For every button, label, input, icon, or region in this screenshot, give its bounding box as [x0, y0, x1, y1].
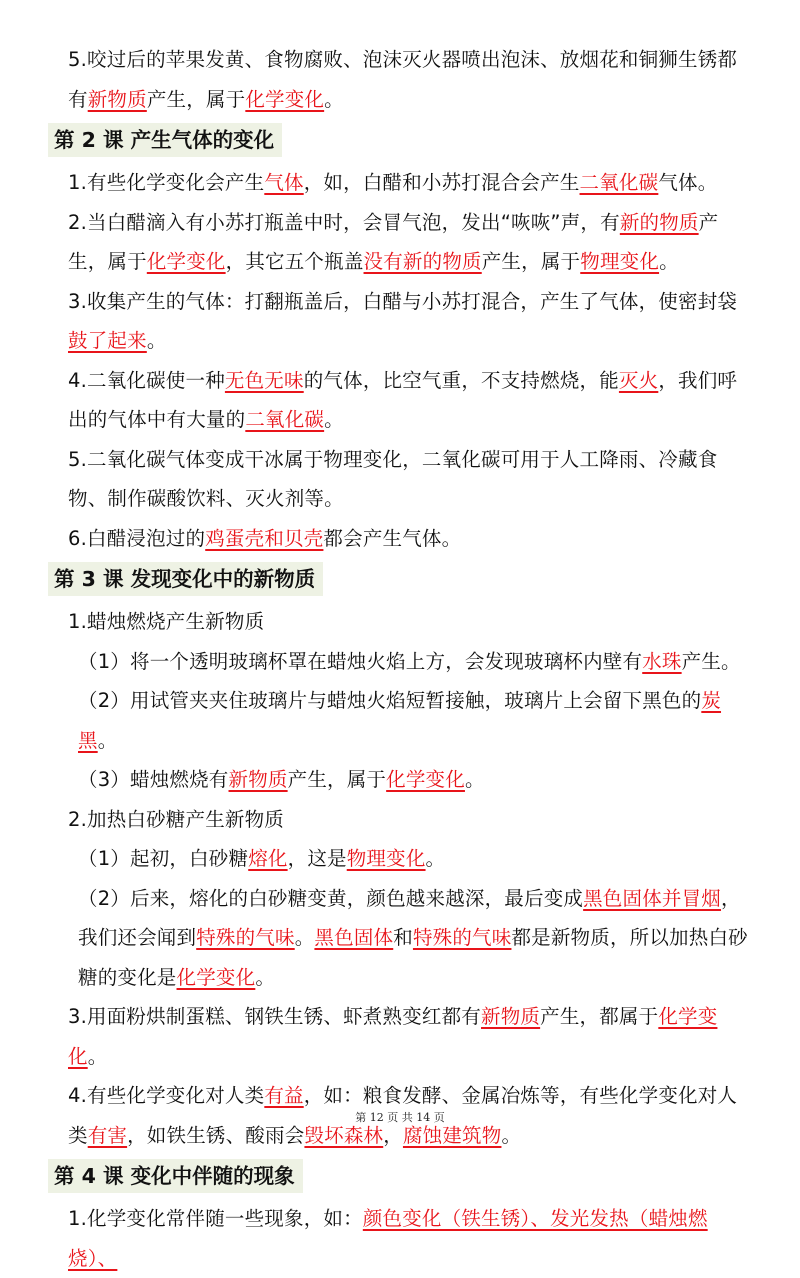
highlight: 没有新的物质	[363, 250, 482, 273]
highlight: 化学变化	[386, 768, 465, 791]
highlight: 新物质	[87, 87, 147, 111]
highlight: 有益	[264, 1084, 304, 1107]
highlight: 化学变化	[68, 1005, 718, 1068]
highlight: 有害	[87, 1123, 128, 1147]
lesson-2-item-2: 2.当白醋滴入有小苏打瓶盖中时，会冒气泡，发出“咴咴”声，有新的物质产生，属于化学变化，其它五个瓶盖没有新的物质产生，属于物理变化。	[68, 210, 719, 273]
highlight: 物理变化	[346, 847, 426, 870]
highlight: 腐蚀建筑物	[402, 1123, 502, 1147]
highlight: 二氧化碳	[245, 408, 325, 431]
highlight: 新的物质	[619, 210, 699, 234]
lesson-2-heading: 第 2 课 产生气体的变化	[48, 123, 282, 157]
lesson-3-item-4: 4.有些化学变化对人类有益，如：粮食发酵、金属冶炼等，有些化学变化对人类有害，如铁生锈、酸雨会毁坏森林，腐蚀建筑物。	[68, 1084, 738, 1147]
lesson-2-item-4: 4.二氧化碳使一种无色无味的气体，比空气重，不支持燃烧，能灭火，我们呼出的气体中有大量的二氧化碳。	[68, 368, 738, 431]
lesson-3-section-2-title: 2.加热白砂糖产生新物质	[68, 807, 285, 831]
highlight: 特殊的气味	[412, 926, 512, 949]
highlight: 物理变化	[580, 250, 660, 273]
lesson-4-heading: 第 4 课 变化中伴随的现象	[48, 1159, 303, 1193]
highlight: 化学变化	[146, 250, 226, 273]
page-number: 第 12 页 共 14 页	[355, 1111, 445, 1124]
highlight: 气体	[264, 171, 304, 194]
lesson-3-item-3: 3.用面粉烘制蛋糕、钢铁生锈、虾煮熟变红都有新物质产生，都属于化学变化。	[68, 1005, 718, 1068]
highlight: 毁坏森林	[304, 1123, 384, 1147]
lesson-3-section-1-item-1: （1）将一个透明玻璃杯罩在蜡烛火焰上方，会发现玻璃杯内壁有水珠产生。	[78, 649, 741, 673]
lesson-3-section-1-item-3: （3）蜡烛燃烧有新物质产生，属于化学变化。	[78, 768, 485, 791]
highlight: 黑色固体	[314, 926, 394, 949]
lesson-3-section-1-title: 1.蜡烛燃烧产生新物质	[68, 610, 265, 633]
highlight: 化学变化	[176, 965, 256, 989]
highlight: 新物质	[481, 1005, 541, 1028]
lesson-3-section-2-item-1: （1）起初，白砂糖熔化，这是物理变化。	[78, 847, 446, 870]
highlight: 无色无味	[224, 368, 304, 392]
lesson-3-heading: 第 3 课 发现变化中的新物质	[48, 562, 323, 596]
highlight: 鸡蛋壳和贝壳	[205, 526, 324, 550]
highlight: 新物质	[228, 768, 288, 791]
lesson-4-item-1: 1.化学变化常伴随一些现象，如：颜色变化（铁生锈）、发光发热（蜡烛燃烧）、	[68, 1207, 708, 1270]
paragraph-new-substance: 5.咬过后的苹果发黄、食物腐败、泡沫灭火器喷出泡沫、放烟花和铜狮生锈都有新物质产生，属于化学变化。	[68, 48, 738, 111]
highlight: 水珠	[642, 649, 682, 673]
lesson-2-item-3: 3.收集产生的气体：打翻瓶盖后，白醋与小苏打混合，产生了气体，使密封袋鼓了起来。	[68, 289, 738, 352]
highlight: 鼓了起来	[68, 329, 147, 352]
highlight: 炭黑	[78, 689, 722, 752]
lesson-2-item-5: 5.二氧化碳气体变成干冰属于物理变化，二氧化碳可用于人工降雨、冷藏食物、制作碳酸饮料、灭火剂等。	[68, 447, 718, 510]
highlight: 特殊的气味	[196, 926, 295, 949]
highlight: 二氧化碳	[579, 171, 659, 194]
lesson-3-section-1-item-2: （2）用试管夹夹住玻璃片与蜡烛火焰短暂接触，玻璃片上会留下黑色的炭黑。	[78, 689, 722, 752]
highlight: 化学变化	[245, 87, 325, 111]
highlight: 颜色变化（铁生锈）、发光发热（蜡烛燃烧）、	[68, 1207, 708, 1270]
lesson-3-section-2-item-2: （2）后来，熔化的白砂糖变黄，颜色越来越深，最后变成黑色固体并冒烟，我们还会闻到特殊的气味。黑色固体和特殊的气味都是新物质，所以加热白砂糖的变化是化学变化。	[78, 886, 748, 989]
highlight: 灭火	[618, 368, 659, 392]
lesson-2-item-1: 1.有些化学变化会产生气体，如，白醋和小苏打混合会产生二氧化碳气体。	[68, 171, 718, 194]
lesson-2-item-6: 6.白醋浸泡过的鸡蛋壳和贝壳都会产生气体。	[68, 526, 462, 550]
highlight: 熔化	[248, 847, 288, 870]
highlight: 黑色固体并冒烟	[583, 886, 722, 910]
